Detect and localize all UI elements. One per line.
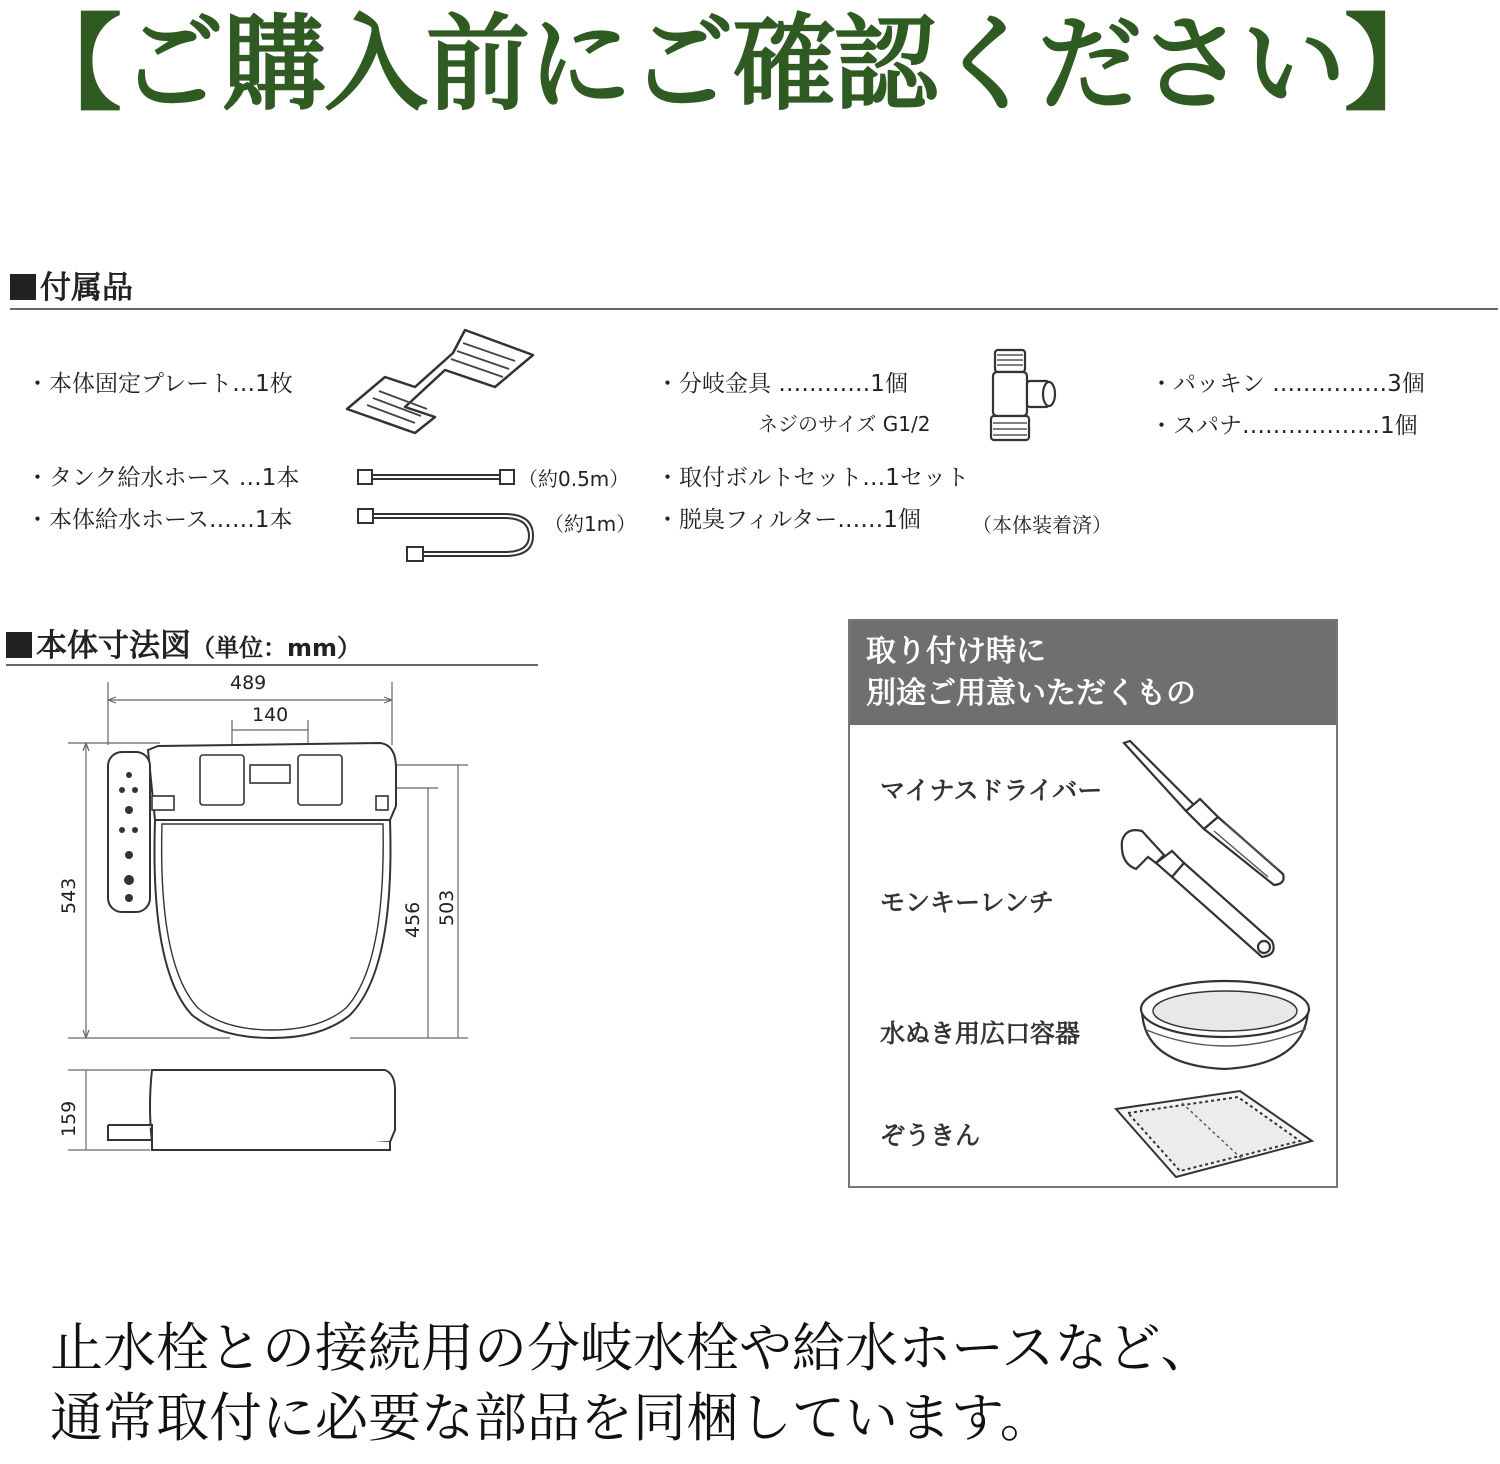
filter-note: （本体装着済）: [972, 513, 1112, 537]
tools-header-line2: 別途ご用意いただくもの: [866, 676, 1196, 711]
tools-panel: [848, 619, 1338, 1188]
dimensions-title-text: 本体寸法図: [36, 628, 191, 664]
accessories-title-text: 付属品: [40, 270, 133, 306]
branch-fitting-icon: [983, 345, 1058, 445]
page-title: 【ご購入前にご確認ください】: [18, 3, 1447, 125]
tool-label: マイナスドライバー: [880, 776, 1103, 805]
tools-header-line1: 取り付け時に: [866, 634, 1046, 669]
accessory-item: ・分岐金具 …………1個: [656, 371, 908, 397]
accessory-item: ・タンク給水ホース …1本: [26, 465, 300, 491]
tool-label: ぞうきん: [880, 1121, 981, 1150]
tool-label: モンキーレンチ: [880, 888, 1054, 917]
body-hose-icon: [355, 500, 545, 572]
footer-line-1: 止水栓との接続用の分岐水栓や給水ホースなど、: [50, 1318, 1214, 1379]
footer-line-2: 通常取付に必要な部品を同梱しています。: [50, 1388, 1053, 1449]
tank-hose-length: （約0.5m）: [518, 467, 630, 491]
accessory-item: ・パッキン ……………3個: [1150, 371, 1425, 397]
mid-length-dimension: 503: [436, 889, 458, 926]
dimensions-section-title: [6, 620, 361, 665]
mounting-plate-icon: [345, 325, 540, 440]
wrench-icon: [1112, 823, 1282, 963]
inner-width-dimension: 140: [252, 704, 289, 726]
accessory-item: ・脱臭フィルター……1個: [656, 507, 921, 533]
cloth-icon: [1112, 1085, 1317, 1181]
tank-hose-icon: [355, 463, 520, 491]
accessories-divider: [10, 308, 1498, 310]
accessory-item: ・本体固定プレート…1枚: [26, 371, 293, 397]
thread-size-note: ネジのサイズ G1/2: [758, 412, 931, 436]
length-dimension: 543: [58, 877, 80, 914]
accessory-item: ・本体給水ホース……1本: [26, 507, 293, 533]
accessory-item: ・スパナ………………1個: [1150, 413, 1418, 439]
square-bullet-icon: [6, 632, 32, 658]
square-bullet-icon: [10, 274, 36, 300]
body-hose-length: （約1m）: [544, 512, 637, 536]
seat-length-dimension: 456: [402, 901, 424, 938]
dimensions-divider: [6, 664, 538, 666]
basin-icon: [1136, 977, 1316, 1077]
footer-note: [50, 1314, 1470, 1454]
accessories-section-title: [10, 262, 133, 307]
tools-panel-header: [850, 621, 1336, 725]
width-dimension: 489: [230, 672, 267, 694]
tool-label: 水ぬき用広口容器: [880, 1019, 1081, 1048]
accessory-item: ・取付ボルトセット…1セット: [656, 465, 969, 491]
height-dimension: 159: [58, 1100, 80, 1137]
dimensions-unit: （単位：mm）: [191, 634, 362, 662]
